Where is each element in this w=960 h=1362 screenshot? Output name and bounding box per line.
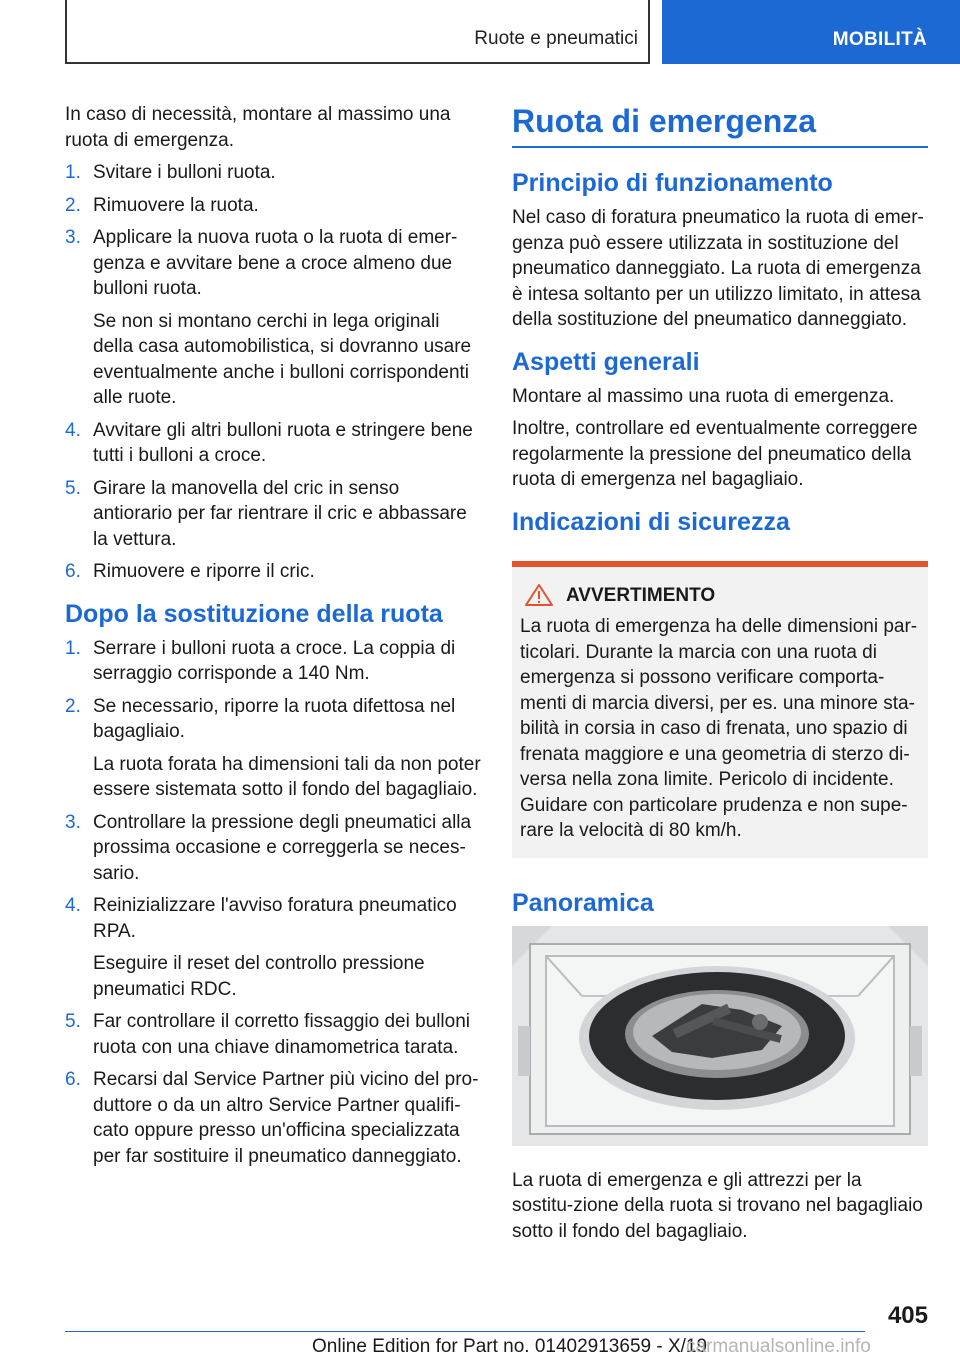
step-text: Controllare la pressione degli pneumatici alla prossima occasione e correggerla se neces‐sario.	[93, 811, 472, 884]
overview-heading: Panoramica	[512, 888, 654, 917]
list-item	[65, 1067, 483, 1169]
step-number: 6.	[65, 1069, 81, 1090]
spare-wheel-drawing	[512, 926, 928, 1146]
step-note: Eseguire il reset del controllo pressione pneumatici RDC.	[93, 953, 425, 1000]
step-text: Applicare la nuova ruota o la ruota di emer‐genza e avvitare bene a croce almeno due bulloni ruota.	[93, 227, 458, 299]
after-replacement-steps	[65, 636, 483, 1170]
overview-caption: La ruota di emergenza e gli attrezzi per la sostitu‐zione della ruota si trovano nel bagagliaio sotto il fondo del bagagliaio.	[512, 1169, 923, 1242]
step-number: 3.	[65, 811, 81, 833]
step-number: 5.	[65, 1011, 81, 1032]
list-item	[65, 418, 483, 469]
watermark: carmanualsonline.info	[686, 1336, 871, 1357]
step-text: Svitare i bulloni ruota.	[93, 162, 276, 183]
list-item	[65, 893, 483, 1002]
warning-title: AVVERTIMENTO	[566, 584, 716, 606]
step-text: Reinizializzare l'avviso foratura pneumatico RPA.	[93, 895, 457, 942]
list-item	[65, 810, 483, 887]
principle-paragraph: Nel caso di foratura pneumatico la ruota di emer‐genza può essere utilizzata in sostituzione del pneumatico danneggiato. La ruota di emergenza è intesa soltanto per un utilizzo limitato, in attesa della sostituzione del pneumatico danneggiato.	[512, 207, 924, 330]
step-number: 5.	[65, 477, 81, 499]
list-item	[65, 636, 483, 687]
step-number: 1.	[65, 637, 81, 659]
left-column	[65, 102, 483, 1176]
step-text: Rimuovere la ruota.	[93, 194, 259, 216]
after-replacement-heading: Dopo la sostituzione della ruota	[65, 599, 443, 628]
list-item	[65, 193, 483, 219]
warning-text: La ruota di emergenza ha delle dimensioni par‐ticolari. Durante la marcia con una ruota di emergenza si possono verificare comporta‐menti di marcia diversi, per es. una minore sta‐bilità in corsia in caso di frenata, uno spazio di frenata maggiore e una geometria di sterzo di‐versa nella zona limite. Pericolo di incidente. Guidare con particolare prudenza e non supe‐rare la velocità di 80 km/h.	[520, 616, 918, 841]
step-number: 2.	[65, 194, 81, 216]
header-chapter-tab: MOBILITÀ	[662, 0, 960, 64]
step-number: 2.	[65, 695, 81, 717]
footer-divider	[65, 1331, 865, 1332]
step-note: La ruota forata ha dimensioni tali da non poter essere sistemata sotto il fondo del bagagliaio.	[93, 753, 481, 800]
right-column	[512, 102, 928, 1251]
intro-paragraph: In caso di necessità, montare al massimo una ruota di emergenza.	[65, 104, 451, 151]
warning-title-row	[520, 583, 920, 609]
page-number: 405	[887, 1302, 928, 1329]
step-text: Rimuovere e riporre il cric.	[93, 561, 315, 582]
warning-triangle-icon	[524, 583, 554, 607]
list-item	[65, 694, 483, 803]
list-item	[65, 225, 483, 411]
safety-heading: Indicazioni di sicurezza	[512, 507, 790, 536]
list-item	[65, 160, 483, 186]
replace-wheel-steps	[65, 160, 483, 585]
step-text: Serrare i bulloni ruota a croce. La coppia di serraggio corrisponde a 140 Nm.	[93, 637, 456, 684]
header-section-title: Ruote e pneumatici	[474, 28, 638, 49]
list-item	[65, 1009, 483, 1060]
step-number: 3.	[65, 227, 81, 248]
step-number: 6.	[65, 561, 81, 582]
step-text: Girare la manovella del cric in senso antiorario per far rientrare il cric e abbassare la vettura.	[93, 477, 467, 550]
section-title: Ruota di emergenza	[512, 102, 928, 148]
general-paragraph-2: Inoltre, controllare ed eventualmente correggere regolarmente la pressione del pneumatico della ruota di emergenza nel bagagliaio.	[512, 418, 918, 490]
step-text: Recarsi dal Service Partner più vicino del pro‐duttore o da un altro Service Partner qualifi‐cato oppure presso un'officina specializzata per far sostituire il pneumatico danneggiato.	[93, 1069, 479, 1167]
list-item	[65, 476, 483, 553]
edition-note: Online Edition for Part no. 01402913659 - X/19	[312, 1336, 708, 1357]
step-text: Se necessario, riporre la ruota difettosa nel bagagliaio.	[93, 695, 456, 742]
list-item	[65, 559, 483, 585]
step-text: Avvitare gli altri bulloni ruota e stringere bene tutti i bulloni a croce.	[93, 419, 473, 466]
general-heading: Aspetti generali	[512, 347, 700, 376]
step-number: 1.	[65, 162, 81, 183]
spare-wheel-illustration	[512, 926, 928, 1146]
step-number: 4.	[65, 419, 81, 441]
step-text: Far controllare il corretto fissaggio dei bulloni ruota con una chiave dinamometrica tarata.	[93, 1011, 471, 1058]
step-number: 4.	[65, 895, 81, 916]
general-paragraph-1: Montare al massimo una ruota di emergenza.	[512, 385, 895, 407]
step-note: Se non si montano cerchi in lega originali della casa automobilistica, si dovranno usare eventualmente anche i bulloni corrispondenti alle ruote.	[93, 310, 472, 408]
warning-box	[512, 561, 928, 858]
principle-heading: Principio di funzionamento	[512, 169, 833, 197]
